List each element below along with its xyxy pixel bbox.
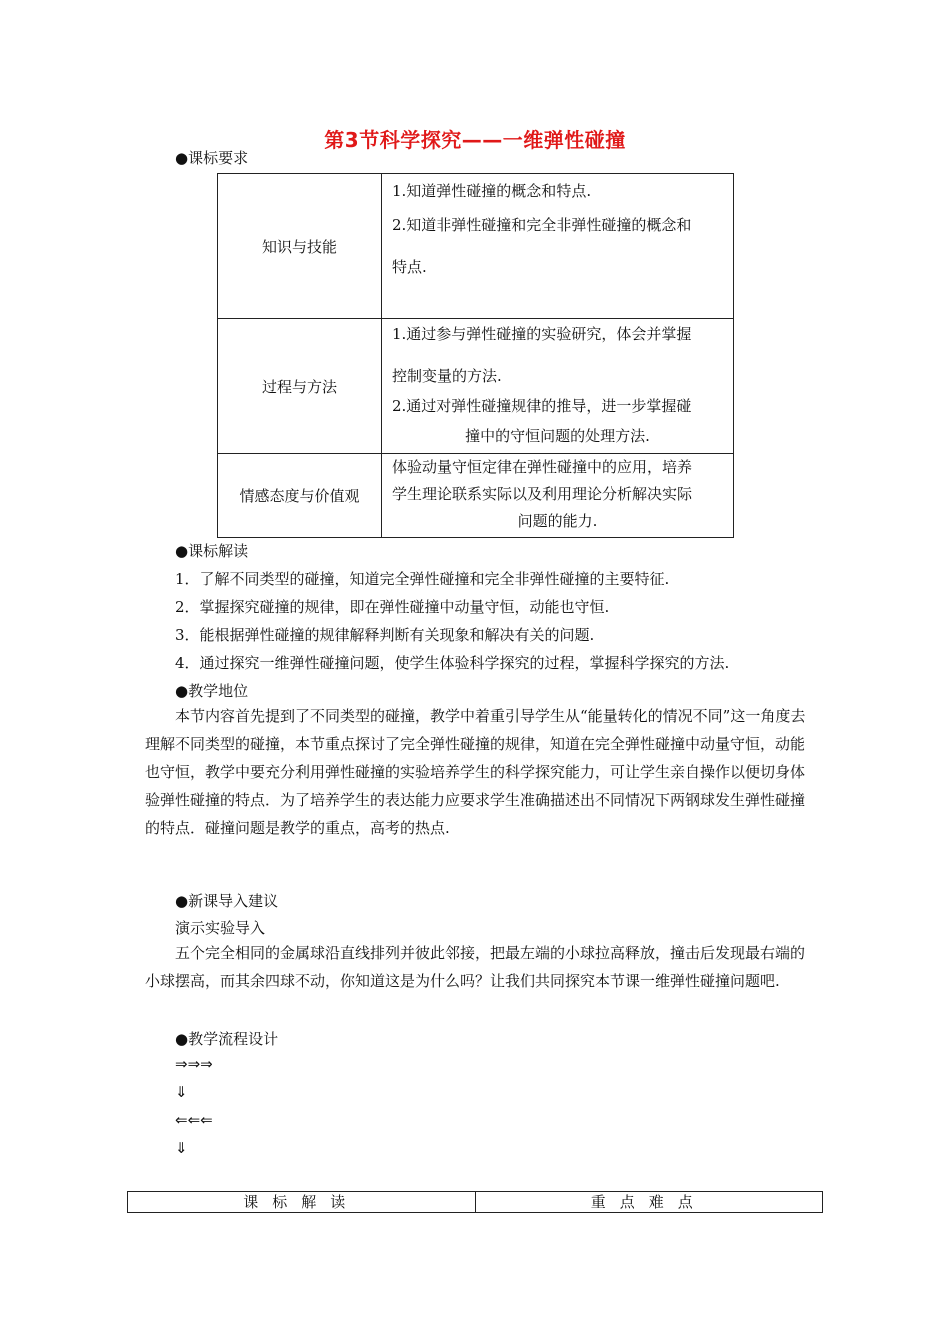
content-line: 1.通过参与弹性碰撞的实验研究，体会并掌握 [392,325,692,343]
bottom-header-cell: 课标解读 [128,1192,476,1213]
content-line: 体验动量守恒定律在弹性碰撞中的应用，培养 [392,458,693,476]
flow-arrow-left: ⇐⇐⇐ [175,1111,213,1129]
content-line: 2.通过对弹性碰撞规律的推导，进一步掌握碰 [392,397,692,415]
row-label: 过程与方法 [218,319,382,454]
section-heading-flow: ●教学流程设计 [175,1030,279,1048]
intro-method: 演示实验导入 [175,919,266,937]
content-line: 控制变量的方法. [392,367,502,385]
flow-arrow-down: ⇓ [175,1139,188,1157]
row-content [382,454,734,538]
intro-paragraph: 五个完全相同的金属球沿直线排列并彼此邻接，把最左端的小球拉高释放，撞击后发现最右端的小球摆高，而其余四球不动，你知道这是为什么吗？让我们共同探究本节课一维弹性碰撞问题吧. [145,944,806,990]
section-heading-interpretation: ●课标解读 [175,542,249,560]
list-item: 4．通过探究一维弹性碰撞问题，使学生体验科学探究的过程，掌握科学探究的方法. [175,654,730,672]
table-row [128,1192,823,1213]
content-line: 1.知道弹性碰撞的概念和特点. [392,182,592,200]
content-line: 特点. [392,258,427,276]
page-title: 第3节科学探究——一维弹性碰撞 [324,128,626,152]
content-line: 撞中的守恒问题的处理方法. [465,427,650,445]
row-label: 知识与技能 [218,174,382,319]
position-paragraph: 本节内容首先提到了不同类型的碰撞，教学中着重引导学生从“能量转化的情况不同”这一角度去理解不同类型的碰撞，本节重点探讨了完全弹性碰撞的规律，知道在完全弹性碰撞中动量守恒，动能也守恒，教学中要充分利用弹性碰撞的实验培养学生的科学探究能力，可让学生亲自操作以便切身体验弹性碰撞的特点．为了培养学生的表达能力应要求学生准确描述出不同情况下两钢球发生弹性碰撞的特点．碰撞问题是教学的重点，高考的热点. [145,707,806,837]
bottom-header-cell: 重点难点 [475,1192,823,1213]
table-row [218,174,734,319]
list-item: 3．能根据弹性碰撞的规律解释判断有关现象和解决有关的问题. [175,626,595,644]
row-content [382,174,734,319]
list-item: 1．了解不同类型的碰撞，知道完全弹性碰撞和完全非弹性碰撞的主要特征. [175,570,670,588]
table-row [218,454,734,538]
section-heading-requirements: ●课标要求 [175,149,249,167]
content-line: 2.知道非弹性碰撞和完全非弹性碰撞的概念和 [392,216,692,234]
row-label: 情感态度与价值观 [218,454,382,538]
table-row [218,319,734,454]
requirements-table [217,173,734,538]
content-line: 问题的能力. [517,512,598,530]
content-line: 学生理论联系实际以及利用理论分析解决实际 [392,485,693,503]
section-heading-position: ●教学地位 [175,682,249,700]
flow-arrow-right: ⇒⇒⇒ [175,1055,213,1073]
bottom-table [127,1191,823,1213]
row-content [382,319,734,454]
list-item: 2．掌握探究碰撞的规律，即在弹性碰撞中动量守恒，动能也守恒. [175,598,610,616]
section-heading-intro: ●新课导入建议 [175,892,279,910]
flow-arrow-down: ⇓ [175,1083,188,1101]
